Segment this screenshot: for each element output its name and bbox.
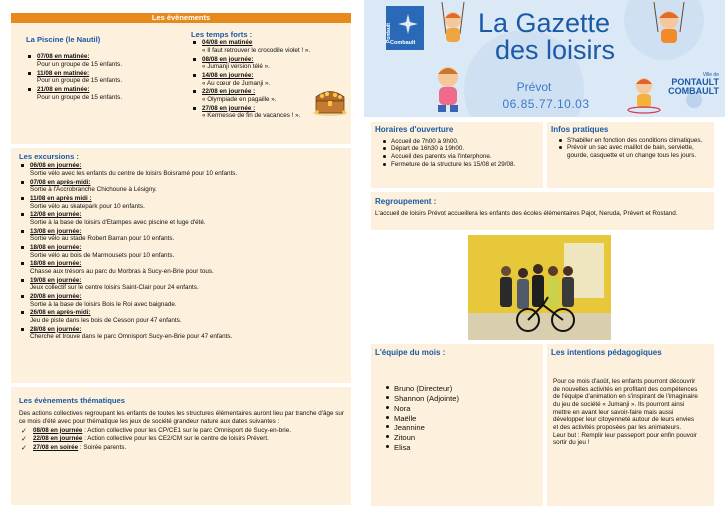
piscine-section: [26, 35, 186, 102]
horaire-item: Fermeture de la structure les 15/08 et 29/08.: [380, 161, 541, 169]
intentions-section: [551, 348, 711, 358]
gazette-title: [464, 10, 624, 64]
excursion-item-text: Sortie vélo avec les enfants du centre de loisirs Boisramé pour 10 enfants.: [30, 169, 238, 177]
excursion-item-text: Sortie à l'Accrobranche Chichoune à Lésigny.: [30, 186, 157, 194]
excursion-item-text: Chasse aux trésors au parc du Morbras à Sucy-en-Brie pour tous.: [30, 267, 214, 275]
thematique-item-date: 27/08 en soirée: [33, 443, 79, 451]
excursion-item-text: Sortie vélo au bois de Marmousets pour 10 enfants.: [30, 251, 175, 259]
thematique-item-text: : Action collective pour les CE2/CM sur le centre de loisirs Prévert.: [82, 435, 269, 443]
horaires-title: Horaires d'ouverture: [375, 125, 454, 134]
piscine-item-text: Pour un groupe de 15 enfants.: [37, 93, 123, 101]
excursion-item: [19, 326, 347, 341]
piscine-item-text: Pour un groupe de 15 enfants.: [37, 60, 123, 68]
excursion-item: [19, 228, 347, 243]
excursions-title: Les excursions :: [19, 152, 79, 161]
excursion-item: [19, 260, 347, 275]
city-logo-top: Pontault: [385, 23, 392, 44]
excursion-item-date: 19/08 en journée:: [30, 276, 82, 284]
excursion-item-date: 06/08 en journée:: [30, 162, 82, 170]
piscine-item: [26, 53, 186, 68]
thematiques-list: [19, 427, 345, 452]
horaires-panel: [371, 122, 543, 188]
excursion-item: [19, 244, 347, 259]
infos-title: Infos pratiques: [551, 125, 609, 134]
excursion-item: [19, 293, 347, 308]
temps-fort-item-text: « Au cœur de Jumanji ».: [202, 79, 271, 87]
thematique-item-date: 22/08 en journée: [33, 435, 83, 443]
fleur-emblem-icon: [396, 12, 420, 36]
excursion-item: [19, 309, 347, 324]
temps-fort-item-date: 14/08 en journée:: [202, 71, 254, 79]
piscine-item-date: 21/08 en matinée:: [37, 85, 90, 93]
info-item: S'habiller en fonction des conditions climatiques.: [556, 137, 711, 145]
excursion-item-text: Jeux collectif sur le centre loisirs Saint-Clair pour 24 enfants.: [30, 284, 199, 292]
piscine-item-date: 11/08 en matinée:: [37, 69, 90, 77]
evenements-bar: Les évènements: [11, 13, 351, 23]
temps-fort-item-date: 22/08 en journée :: [202, 88, 256, 96]
team-member: Jeannine: [383, 423, 533, 433]
thematique-item-text: : Action collective pour les CP/CE1 sur le parc Omnisport de Sucy-en-brie.: [82, 426, 291, 434]
temps-fort-item-date: 27/08 en journée :: [202, 104, 256, 112]
excursions-panel: [11, 148, 351, 383]
temps-fort-item-text: « Olympiade en pagaille ».: [202, 95, 277, 103]
ville-logo-small: Ville de: [702, 72, 719, 78]
equipe-section: [375, 348, 541, 358]
horaires-list: [375, 138, 541, 169]
center-name: Prévot: [516, 80, 552, 94]
team-member: Elisa: [383, 443, 533, 453]
excursion-item: [19, 277, 347, 292]
temps-forts-title: Les temps forts :: [191, 30, 253, 39]
equipe-title: L'équipe du mois :: [375, 348, 446, 357]
temps-fort-item: [191, 39, 349, 54]
excursion-item-date: 11/08 en après midi :: [30, 194, 92, 202]
infos-panel: [547, 122, 714, 188]
temps-fort-item-date: 08/08 en journée:: [202, 55, 254, 63]
excursion-item: [19, 211, 347, 226]
team-member: Shannon (Adjointe): [383, 394, 533, 404]
intentions-panel: [547, 344, 714, 506]
phone-number: 06.85.77.10.03: [502, 97, 590, 111]
intentions-but: Leur but : Remplir leur passeport pour enfin pouvoir sortir du jeu !: [553, 431, 697, 447]
intentions-title: Les intentions pédagogiques: [551, 348, 662, 357]
excursion-item-date: 20/08 en journée:: [30, 293, 82, 300]
piscine-item-date: 07/08 en matinée:: [37, 53, 90, 61]
temps-fort-item-text: « Kermesse de fin de vacances ! ».: [202, 112, 301, 120]
horaire-item: Accueil de 7h00 à 9h00.: [380, 138, 541, 146]
temps-fort-item-date: 04/08 en matinée: [202, 39, 253, 47]
regroupement-section: [375, 197, 711, 217]
thematiques-panel: [11, 387, 351, 505]
excursions-list: [19, 162, 347, 341]
equipe-list: [383, 384, 533, 453]
gazette-title-line2: des loisirs: [494, 35, 616, 65]
excursion-item-text: Sortie à la base de loisirs Bois le Roi avec baignade.: [30, 300, 177, 308]
team-member: Bruno (Directeur): [383, 384, 533, 394]
excursion-item-text: Jeu de piste dans les bois de Cesson pour 47 enfants.: [30, 317, 182, 325]
temps-fort-item: [191, 56, 349, 71]
excursion-item: [19, 162, 347, 177]
intentions-text: Pour ce mois d'août, les enfants pourront découvrir de nouvelles activités en profitant des compétences de l'équipe d'animation en s'inspirant de l'imaginaire du jeu de société « Jumanji ». Ils pourront ainsi mettre en avant leur savoir-faire mais aussi développer leur citoyenneté autour de leurs envies et des activités proposées par les animateurs.: [553, 378, 698, 432]
regroupement-title: Regroupement :: [375, 197, 437, 206]
equipe-panel: [371, 344, 543, 506]
info-item: Prévoir un sac avec maillot de bain, serviette, gourde, casquette et un change tous les jours.: [556, 144, 711, 159]
treasure-chest-illustration: [311, 83, 349, 117]
team-photo: [468, 235, 611, 340]
excursion-item-date: 28/08 en journée:: [30, 325, 82, 333]
piscine-item: [26, 70, 186, 85]
children-right-illustration: [614, 2, 724, 114]
temps-fort-item-text: « Il faut retrouver le crocodile violet ! ».: [202, 46, 311, 54]
infos-list: [551, 137, 711, 160]
excursion-item-date: 26/08 en après-midi:: [30, 309, 91, 317]
horaires-section: [375, 125, 541, 168]
team-member: Nora: [383, 404, 533, 414]
excursion-item-text: Sortie vélo au stade Robert Barran pour 10 enfants.: [30, 235, 175, 243]
piscine-item-text: Pour un groupe de 15 enfants.: [37, 77, 123, 85]
piscine-item: [26, 86, 186, 101]
piscine-title: La Piscine (le Nautil): [26, 35, 101, 44]
city-logo-bottom: Combault: [390, 40, 416, 46]
city-logo: [386, 6, 424, 50]
infos-section: [551, 125, 711, 160]
thematique-item-text: : Soirée parents.: [78, 443, 127, 451]
ville-logo-line1: PONTAULT: [671, 77, 719, 88]
horaire-item: Accueil des parents via l'interphone.: [380, 153, 541, 161]
ville-logo-line2: COMBAULT: [668, 86, 719, 97]
gazette-header: [364, 0, 725, 117]
excursion-item: [19, 179, 347, 194]
thematiques-title: Les évènements thématiques: [19, 396, 125, 405]
gazette-title-line1: La Gazette: [477, 8, 611, 38]
evenements-panel: [11, 13, 351, 144]
excursions-section: [19, 152, 347, 342]
intentions-body: [553, 378, 701, 447]
excursion-item: [19, 195, 347, 210]
excursion-item-date: 18/08 en journée:: [30, 260, 82, 268]
thematique-item-date: 08/08 en journée: [33, 426, 83, 434]
team-member: Zitoun: [383, 433, 533, 443]
excursion-item-date: 12/08 en journée:: [30, 211, 82, 219]
piscine-list: [26, 53, 186, 101]
team-member: Maëlle: [383, 414, 533, 424]
horaire-item: Départ de 16h30 à 19h00.: [380, 145, 541, 153]
excursion-item-text: Cherche et trouve dans le parc Omnisport Sucy-en-Brie pour 47 enfants.: [30, 333, 233, 341]
regroupement-text: L'accueil de loisirs Prévot accueillera les enfants des écoles élémentaires Pajot, Neruda, Prévert et Rostand.: [375, 209, 678, 217]
temps-fort-item-text: « Jumanji version télé ».: [202, 63, 270, 71]
thematiques-intro: Des actions collectives regroupant les enfants de toutes les structures élémentaires auront lieu par tranche d'âge sur ce mois d'été avec pour thématique les jeux de société grandeur nature aux dates suivantes :: [19, 410, 344, 425]
excursion-item-text: Sortie à la base de loisirs d'Etampes avec piscine et luge d'été.: [30, 218, 206, 226]
thematique-item: [19, 435, 345, 443]
ville-logo: [634, 72, 719, 96]
thematique-item: [19, 427, 345, 435]
excursion-item-date: 07/08 en après-midi:: [30, 178, 91, 186]
excursion-item-date: 18/08 en journée:: [30, 243, 82, 251]
thematique-item: [19, 444, 345, 452]
thematiques-section: [19, 396, 345, 453]
excursion-item-text: Sortie vélo au skatepark pour 10 enfants.: [30, 202, 145, 210]
excursion-item-date: 13/08 en journée:: [30, 227, 82, 235]
regroupement-panel: [371, 192, 714, 230]
